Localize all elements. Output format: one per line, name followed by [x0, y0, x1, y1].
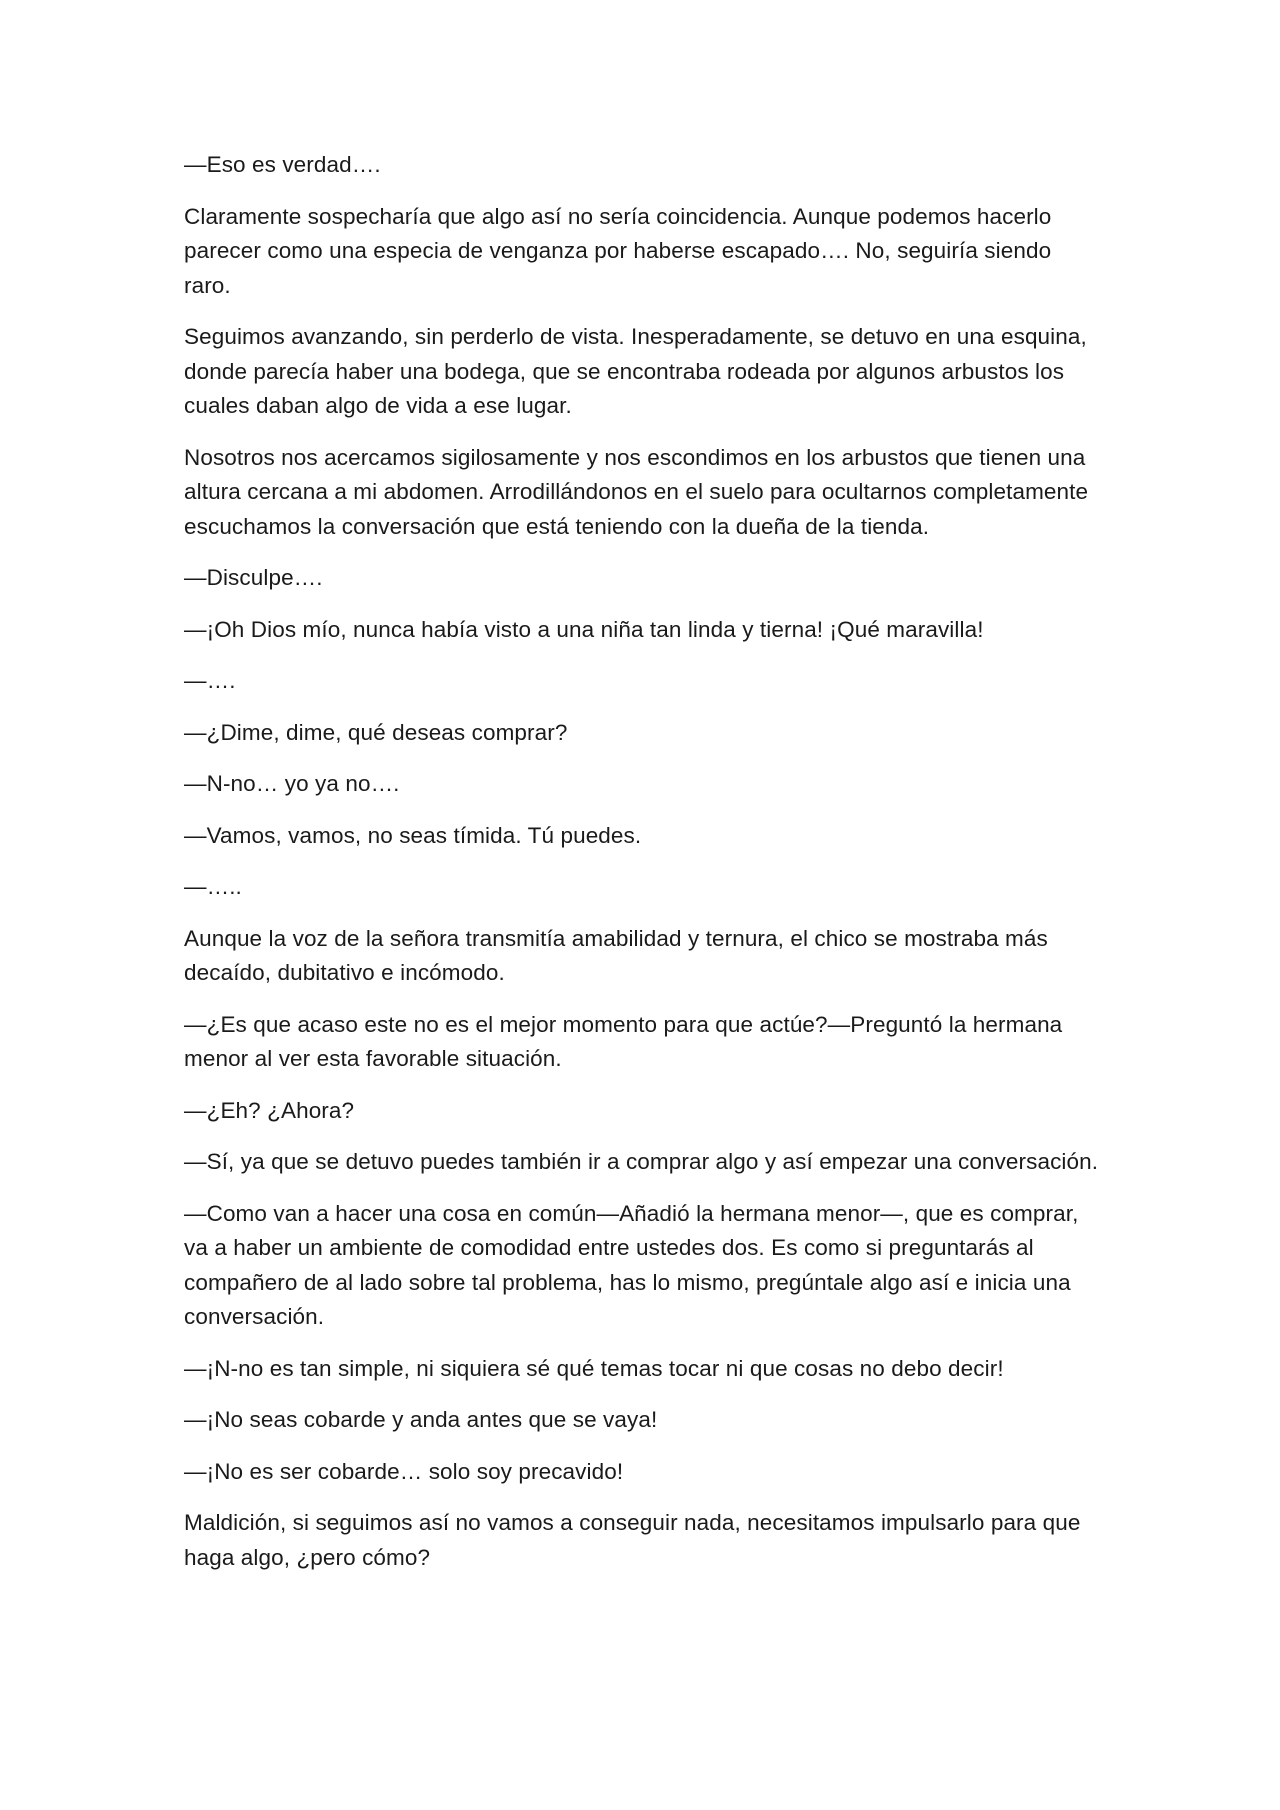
body-text [184, 148, 1104, 1592]
paragraph-20: Maldición, si seguimos así no vamos a conseguir nada, necesitamos impulsarlo para que haga algo, ¿pero cómo? [184, 1510, 1081, 1570]
paragraph-1: —Eso es verdad…. [184, 152, 381, 177]
paragraph-11: —….. [184, 874, 242, 899]
paragraph-7: —…. [184, 668, 236, 693]
paragraph-4: Nosotros nos acercamos sigilosamente y nos escondimos en los arbustos que tienen una altura cercana a mi abdomen. Arrodillándonos en el suelo para ocultarnos completamente escuchamos la conversación que está teniendo con la dueña de la tienda. [184, 444, 1089, 539]
paragraph-16: —Como van a hacer una cosa en común—Añadió la hermana menor—, que es comprar, va a haber un ambiente de comodidad entre ustedes dos. Es como si preguntarás al compañero de al lado sobre tal problema, has lo mismo, pregúntale algo así e inicia una conversación. [184, 1200, 1079, 1329]
paragraph-15: —Sí, ya que se detuvo puedes también ir a comprar algo y así empezar una conversación. [184, 1149, 1099, 1174]
paragraph-3: Seguimos avanzando, sin perderlo de vista. Inesperadamente, se detuvo en una esquina, donde parecía haber una bodega, que se encontraba rodeada por algunos arbustos los cuales daban algo de vida a ese lugar. [184, 324, 1087, 418]
paragraph-6: —¡Oh Dios mío, nunca había visto a una niña tan linda y tierna! ¡Qué maravilla! [184, 616, 984, 642]
paragraph-13: —¿Es que acaso este no es el mejor momento para que actúe?—Preguntó la hermana menor al ver esta favorable situación. [184, 1011, 1063, 1071]
paragraph-19: —¡No es ser cobarde… solo soy precavido! [184, 1458, 624, 1484]
paragraph-8: —¿Dime, dime, qué deseas comprar? [184, 719, 568, 745]
paragraph-9: —N-no… yo ya no…. [184, 771, 400, 796]
paragraph-14: —¿Eh? ¿Ahora? [184, 1097, 355, 1123]
paragraph-2: Claramente sospecharía que algo así no sería coincidencia. Aunque podemos hacerlo parecer como una especia de venganza por haberse escapado…. No, seguiría siendo raro. [184, 203, 1052, 298]
paragraph-10: —Vamos, vamos, no seas tímida. Tú puedes. [184, 822, 642, 848]
paragraph-18: —¡No seas cobarde y anda antes que se vaya! [184, 1407, 658, 1432]
paragraph-5: —Disculpe…. [184, 565, 323, 590]
paragraph-12: Aunque la voz de la señora transmitía amabilidad y ternura, el chico se mostraba más decaído, dubitativo e incómodo. [184, 925, 1048, 985]
paragraph-17: —¡N-no es tan simple, ni siquiera sé qué temas tocar ni que cosas no debo decir! [184, 1355, 1004, 1381]
